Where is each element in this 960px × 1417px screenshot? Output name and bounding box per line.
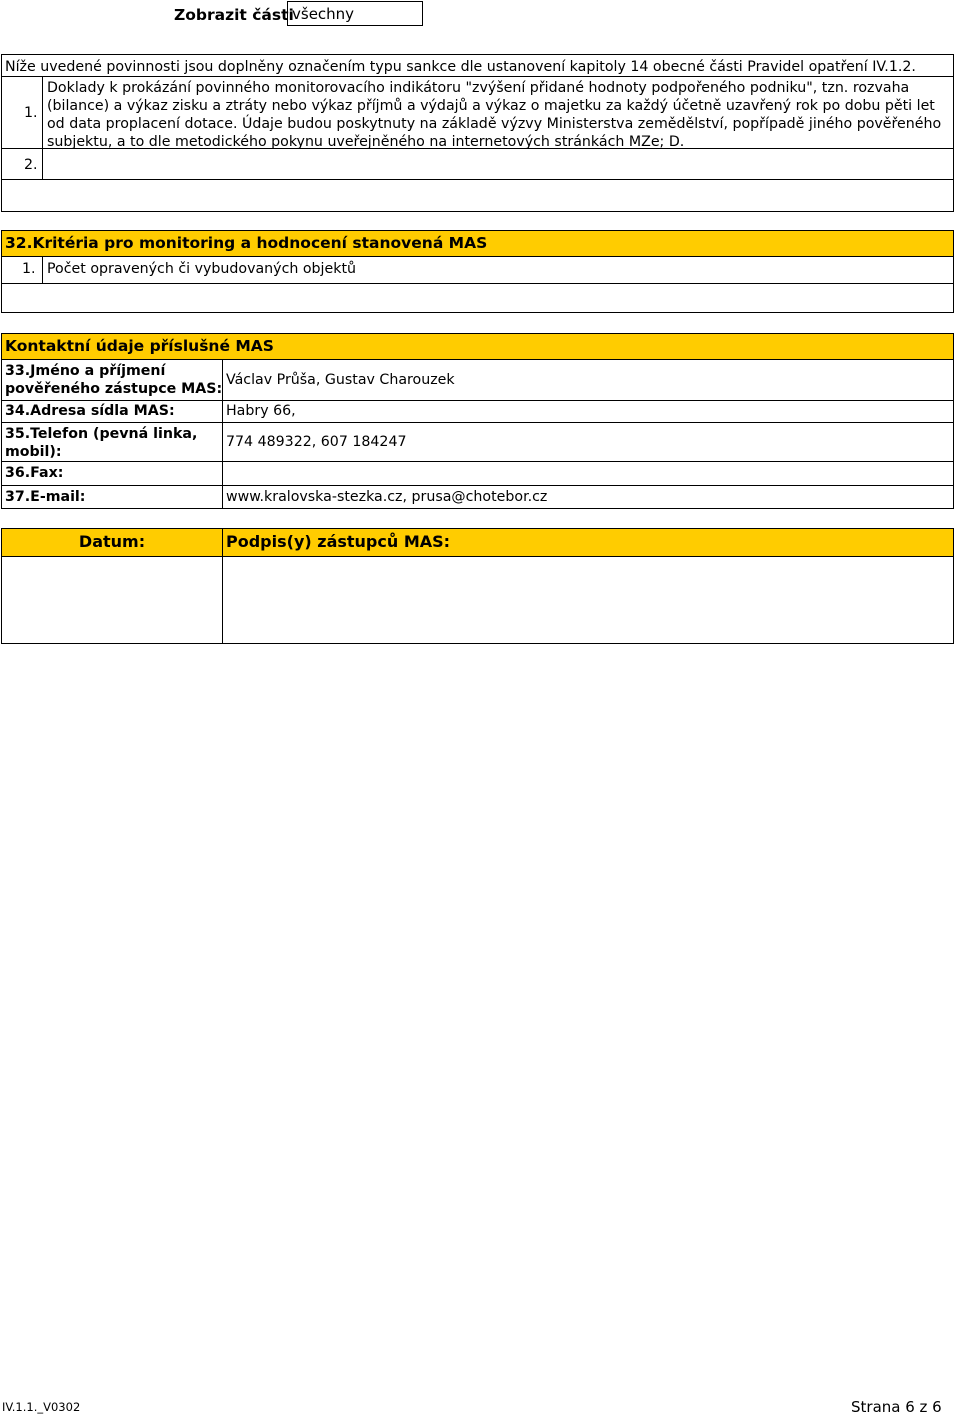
obligation-line: subjektu, a to dle metodického pokynu uveřejněného na internetových stránkách MZe; D. [47,134,685,150]
signature-sign-field[interactable] [223,557,953,643]
contact-address-label: 34.Adresa sídla MAS: [5,403,175,419]
obligation-text [47,79,952,151]
contact-phone-label: 35.Telefon (pevná linka, mobil): [5,426,198,460]
filter-select-value: všechny [292,5,355,23]
obligation-line: Doklady k prokázání povinného monitorovacího indikátoru "zvýšení přidané hodnoty podpořeného podniku", tzn. rozvaha [47,80,910,96]
footer-code: IV.1.1._V0302 [2,1400,81,1414]
obligation-line: (bilance) a výkaz zisku a ztráty nebo výkaz příjmů a výdajů a výkaz o majetku za každý účetně uzavřený rok po dobu pěti let [47,98,935,114]
contact-heading: Kontaktní údaje příslušné MAS [5,337,274,355]
obligation-line: od data proplacení dotace. Údaje budou poskytnuty na základě výzvy Ministerstva zemědělství, popřípadě jiného pověřeného [47,116,942,132]
obligations-intro: Níže uvedené povinnosti jsou doplněny označením typu sankce dle ustanovení kapitoly 14 obecné části Pravidel opatření IV.1.2. [5,59,916,75]
signature-date-label: Datum: [78,532,146,551]
footer-page-number: Strana 6 z 6 [851,1398,942,1416]
criteria-item: Počet opravených či vybudovaných objektů [47,261,356,277]
obligation-number: 1. [24,105,38,121]
signature-date-field[interactable] [2,557,221,643]
contact-name-value: Václav Průša, Gustav Charouzek [226,372,455,388]
filter-label: Zobrazit části [174,6,294,24]
contact-fax-label: 36.Fax: [5,465,64,481]
contact-name-label: 33.Jméno a příjmení pověřeného zástupce MAS: [5,363,223,397]
contact-email-value: www.kralovska-stezka.cz, prusa@chotebor.cz [226,489,548,505]
filter-select[interactable] [287,1,423,26]
obligation-number: 2. [24,157,38,173]
criteria-number: 1. [22,261,36,277]
signature-sign-label: Podpis(y) zástupců MAS: [226,532,451,551]
contact-email-label: 37.E-mail: [5,489,86,505]
contact-phone-value: 774 489322, 607 184247 [226,434,407,450]
criteria-heading: 32.Kritéria pro monitoring a hodnocení stanovená MAS [5,234,488,252]
contact-address-value: Habry 66, [226,403,296,419]
